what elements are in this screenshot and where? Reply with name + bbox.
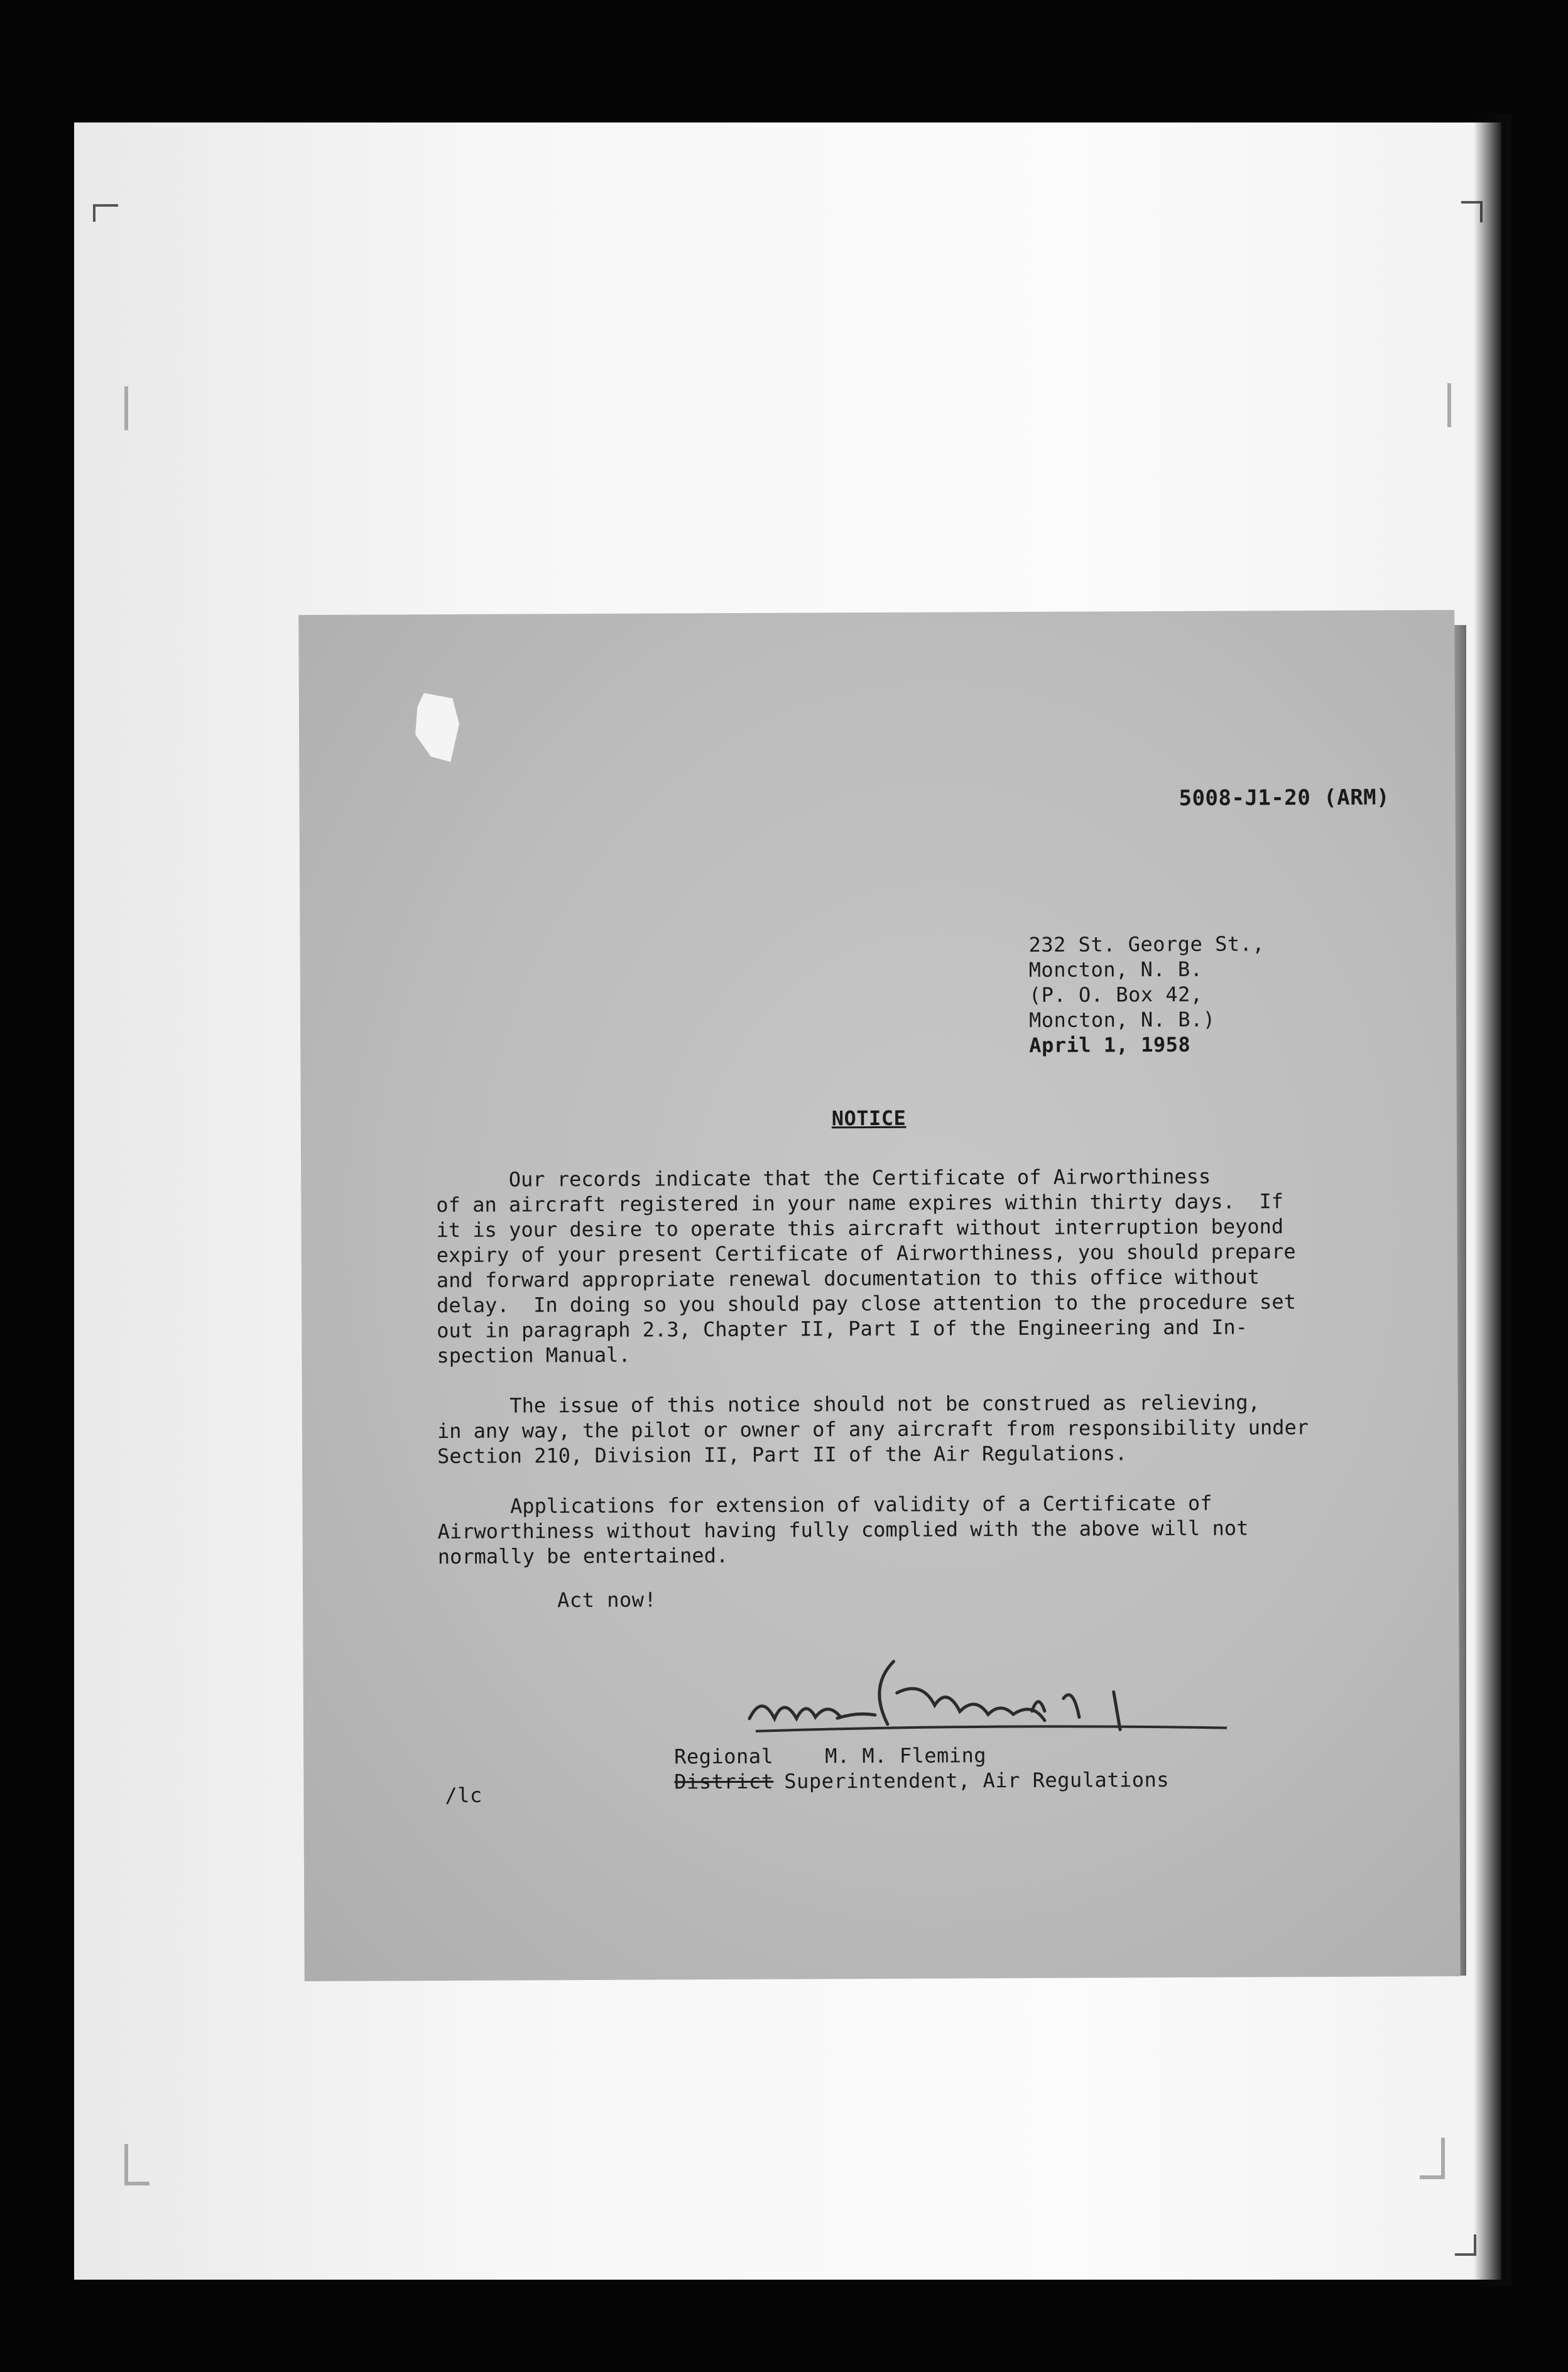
- text-line: in any way, the pilot or owner of any aircraft from responsibility under: [437, 1415, 1309, 1444]
- text-line: The issue of this notice should not be construed as relieving,: [437, 1390, 1260, 1418]
- text-line: normally be entertained.: [437, 1543, 729, 1569]
- letter-page: [298, 610, 1460, 1981]
- paragraph-2: [437, 1390, 1330, 1469]
- crop-mark: [1432, 383, 1451, 427]
- text-line: Airworthiness without having fully complied with the above will not: [437, 1516, 1249, 1544]
- paragraph-3: [437, 1490, 1330, 1569]
- typist-initials: /lc: [445, 1783, 482, 1808]
- letter-date: April 1, 1958: [1029, 1032, 1191, 1057]
- file-reference: 5008-J1-20 (ARM): [1179, 785, 1390, 811]
- film-edge: [1474, 113, 1511, 2287]
- handwritten-signature: [736, 1623, 1239, 1750]
- text-line: Applications for extension of validity of a Certificate of: [437, 1491, 1212, 1519]
- text-line: Section 210, Division II, Part II of the Air Regulations.: [437, 1441, 1128, 1469]
- address-line: Moncton, N. B.: [1028, 957, 1203, 982]
- text-line: and forward appropriate renewal documentation to this office without: [436, 1265, 1260, 1293]
- address-block: [1028, 931, 1265, 1033]
- crop-mark: [93, 204, 118, 222]
- address-line: Moncton, N. B.): [1029, 1007, 1216, 1032]
- signature-title: Superintendent, Air Regulations: [784, 1767, 1170, 1793]
- struck-district: District: [674, 1769, 774, 1794]
- crop-mark: [1420, 2138, 1445, 2179]
- paragraph-1: [436, 1163, 1329, 1368]
- signature-region: Regional: [674, 1744, 774, 1769]
- punch-hole: [415, 693, 459, 762]
- text-line: out in paragraph 2.3, Chapter II, Part I of the Engineering and In-: [437, 1315, 1248, 1343]
- signature-name: M. M. Fleming: [825, 1743, 987, 1768]
- text-line: Our records indicate that the Certificate of Airworthiness: [436, 1164, 1211, 1192]
- crop-mark: [124, 2144, 150, 2185]
- crop-mark: [124, 386, 143, 430]
- text-line: spection Manual.: [437, 1342, 631, 1368]
- closing-line: Act now!: [557, 1587, 657, 1613]
- text-line: delay. In doing so you should pay close attention to the procedure set: [436, 1290, 1296, 1318]
- text-line: of an aircraft registered in your name expires within thirty days. If: [436, 1189, 1284, 1217]
- text-line: expiry of your present Certificate of Airworthiness, you should prepare: [436, 1239, 1296, 1268]
- crop-mark: [1455, 2234, 1476, 2256]
- address-line: 232 St. George St.,: [1028, 932, 1265, 957]
- text-line: it is your desire to operate this aircraft without interruption beyond: [436, 1214, 1284, 1243]
- address-line: (P. O. Box 42,: [1028, 982, 1203, 1007]
- notice-title: NOTICE: [831, 1106, 906, 1131]
